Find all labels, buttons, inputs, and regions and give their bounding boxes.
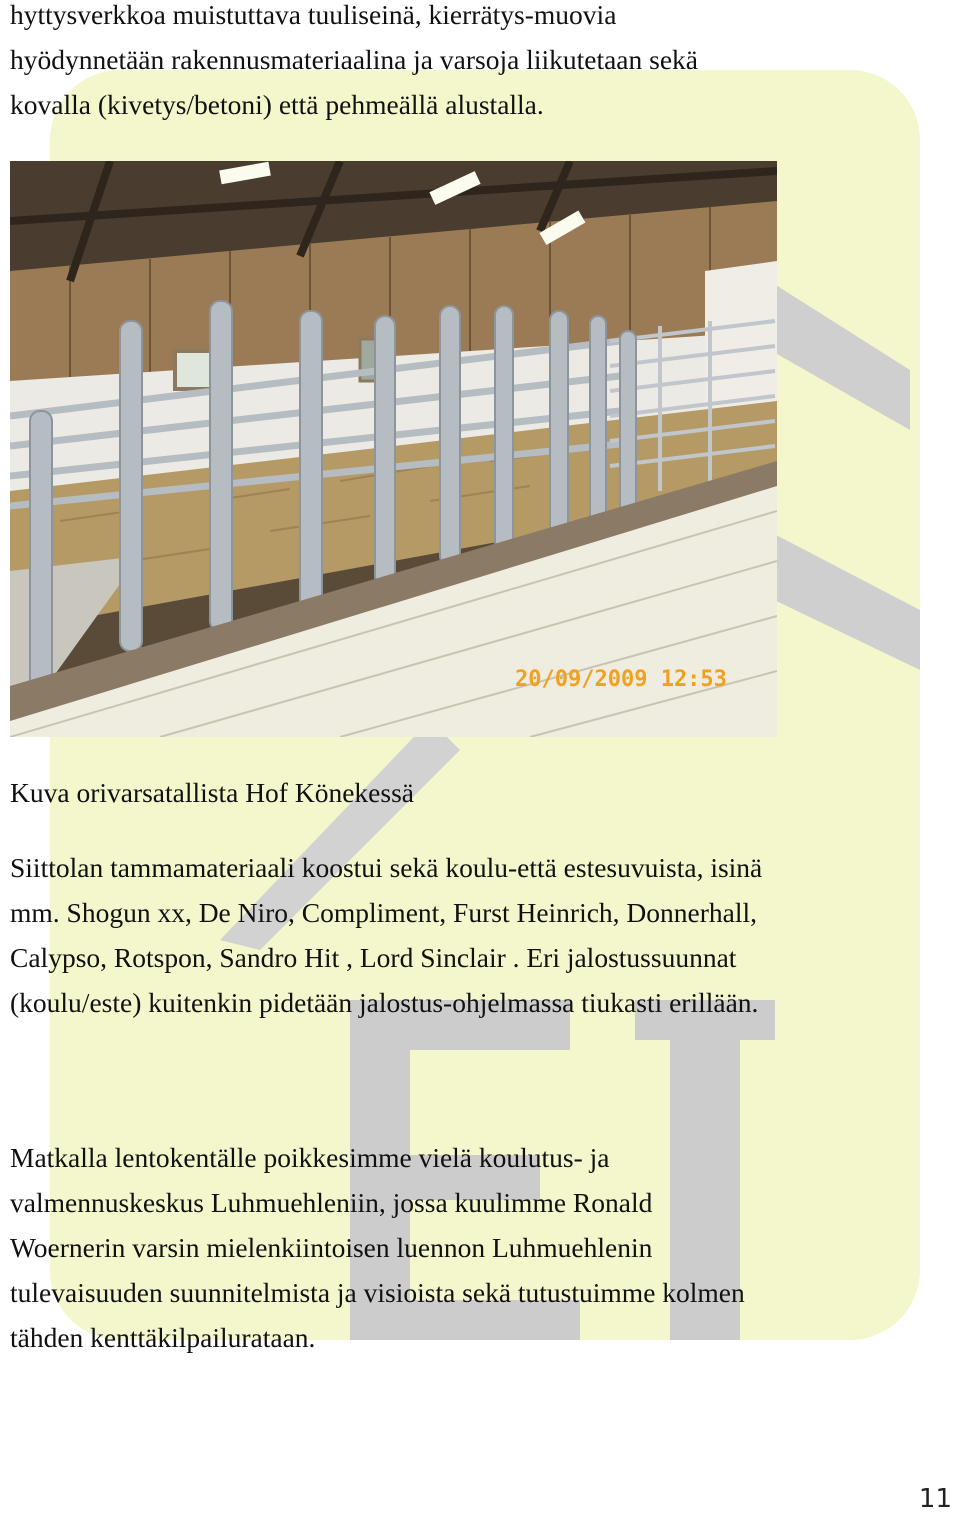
stable-photo bbox=[10, 161, 777, 737]
body-paragraph-1: Siittolan tammamateriaali koostui sekä koulu-että estesuvuista, isinä mm. Shogun xx, De Niro, Compliment, Furst Heinrich, Donnerhall, Calypso, Rotspon, Sandro Hit , Lord Sinclair . Eri jalostussuunnat (koulu/este) kuitenkin pidetään jalostus-ohjelmassa tiukasti erillään. bbox=[10, 852, 763, 1018]
photo-caption: Kuva orivarsatallista Hof Könekessä bbox=[10, 777, 414, 808]
page-number: 11 bbox=[918, 1484, 952, 1514]
intro-paragraph: hyttysverkkoa muistuttava tuuliseinä, kierrätys-muovia hyödynnetään rakennusmateriaalina ja varsoja liikutetaan sekä kovalla (kivetys/betoni) että pehmeällä alustalla. bbox=[10, 0, 698, 120]
photo-timestamp: 20/09/2009 12:53 bbox=[515, 667, 727, 692]
body-paragraph-2: Matkalla lentokentälle poikkesimme vielä koulutus- ja valmennuskeskus Luhmuehleniin, jossa kuulimme Ronald Woernerin varsin mielenkiintoisen luennon Luhmuehlenin tulevaisuuden suunnitelmista ja visioista sekä tutustuimme kolmen tähden kenttäkilpailurataan. bbox=[10, 1142, 745, 1353]
